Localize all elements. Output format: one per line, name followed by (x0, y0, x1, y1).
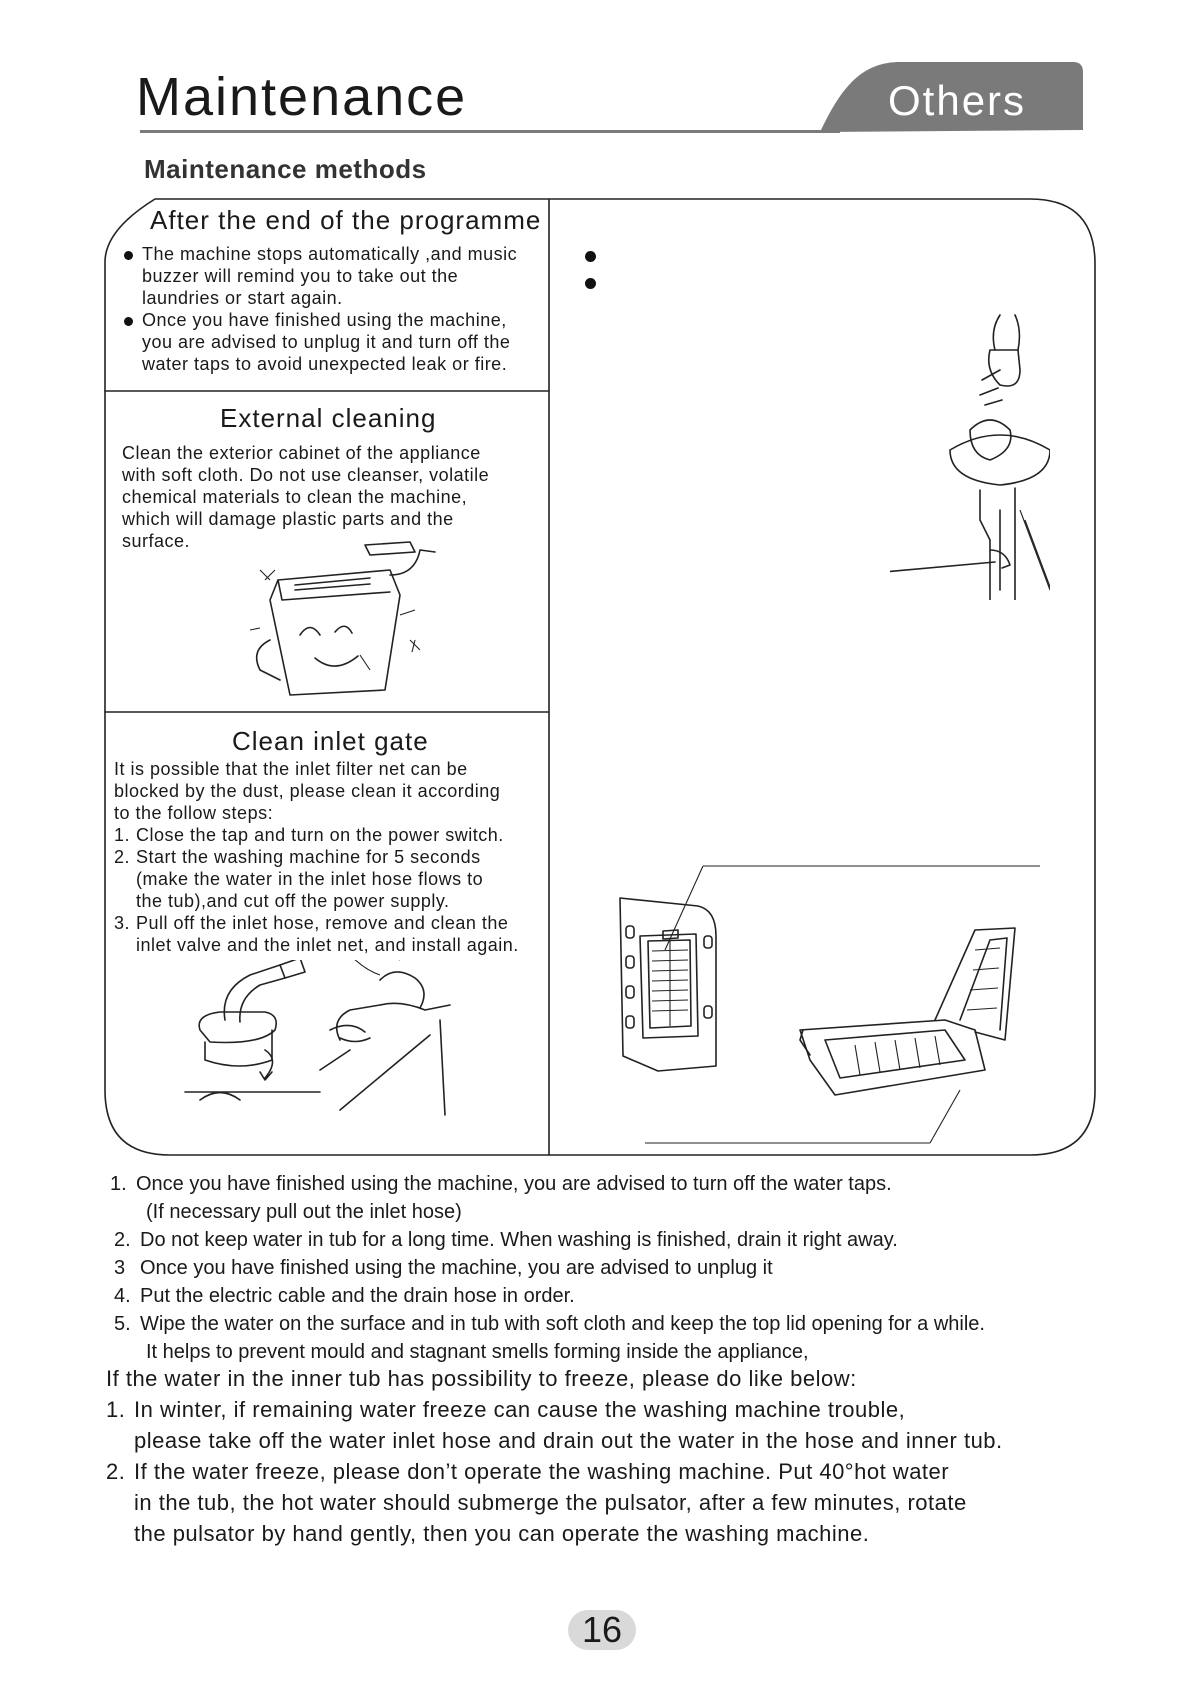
text-line: It is possible that the inlet filter net can be (114, 759, 468, 779)
care-instructions-list (110, 1170, 1180, 1366)
list-number: 4. (114, 1285, 131, 1307)
bullet-dot (124, 251, 133, 260)
list-line: in the tub, the hot water should submerge the pulsator, after a few minutes, rotate (134, 1490, 967, 1515)
list-item (114, 1226, 1180, 1254)
step-line: Close the tap and turn on the power switch. (136, 825, 504, 845)
bullet-line: laundries or start again. (142, 288, 343, 308)
list-line: the pulsator by hand gently, then you can operate the washing machine. (134, 1521, 870, 1546)
freeze-intro: If the water in the inner tub has possibility to freeze, please do like below: (106, 1366, 857, 1391)
inlet-hose-illustration (180, 960, 520, 1140)
header-rule (140, 130, 840, 133)
list-item (114, 1310, 1180, 1366)
text-line: with soft cloth. Do not use cleanser, volatile (122, 465, 490, 485)
bullet-line: The machine stops automatically ,and music (142, 244, 518, 264)
bullet-item (122, 243, 547, 309)
bullet-line: water taps to avoid unexpected leak or fire. (142, 354, 508, 374)
list-item (114, 1254, 1180, 1282)
step-number: 3. (114, 913, 131, 933)
page-title: Maintenance (136, 67, 468, 127)
list-number: 1. (106, 1397, 126, 1422)
section-subtitle: Maintenance methods (144, 154, 427, 184)
step-line: Start the washing machine for 5 seconds (136, 847, 481, 867)
list-number: 5. (114, 1313, 131, 1335)
list-item (106, 1394, 1181, 1456)
text-line: Clean the exterior cabinet of the appliance (122, 443, 481, 463)
external-cleaning-text (122, 442, 547, 552)
bullet-line: buzzer will remind you to take out the (142, 266, 459, 286)
list-line: Once you have finished using the machine, you are advised to unplug it (140, 1257, 773, 1279)
list-line: Once you have finished using the machine, you are advised to turn off the water taps. (136, 1173, 892, 1195)
list-item (106, 1456, 1181, 1549)
step-line: (make the water in the inlet hose flows to (136, 869, 484, 889)
step-line: Pull off the inlet hose, remove and clean the (136, 913, 509, 933)
text-line: chemical materials to clean the machine, (122, 487, 468, 507)
step-line: inlet valve and the inlet net, and install again. (136, 935, 519, 955)
list-number: 2. (106, 1459, 126, 1484)
bullet-dot (585, 278, 596, 289)
list-number: 2. (114, 1229, 131, 1251)
text-line: which will damage plastic parts and the (122, 509, 454, 529)
bullet-line: you are advised to unplug it and turn off the (142, 332, 511, 352)
text-line: blocked by the dust, please clean it according (114, 781, 501, 801)
list-line: In winter, if remaining water freeze can cause the washing machine trouble, (134, 1397, 906, 1422)
list-item (110, 1170, 1180, 1226)
step-number: 1. (114, 825, 131, 845)
list-item (114, 1282, 1180, 1310)
list-line: please take off the water inlet hose and drain out the water in the hose and inner tub. (134, 1428, 1003, 1453)
text-line: to the follow steps: (114, 803, 274, 823)
step-item (114, 912, 549, 956)
list-line: (If necessary pull out the inlet hose) (146, 1201, 462, 1223)
bullet-dot (585, 251, 596, 262)
step-number: 2. (114, 847, 131, 867)
external-cleaning-heading: External cleaning (220, 403, 437, 433)
inlet-gate-heading: Clean inlet gate (232, 726, 429, 756)
drain-hose-illustration (890, 310, 1050, 600)
list-line: Do not keep water in tub for a long time. When washing is finished, drain it right away. (140, 1229, 898, 1251)
inlet-gate-text (114, 758, 549, 956)
inlet-valve-panel-illustration (618, 896, 728, 1076)
step-item (114, 846, 549, 912)
after-programme-bullets (122, 243, 547, 375)
list-line: Put the electric cable and the drain hose in order. (140, 1285, 575, 1307)
filter-net-illustration (795, 920, 1020, 1105)
after-programme-heading: After the end of the programme (150, 205, 542, 235)
bullet-line: Once you have finished using the machine, (142, 310, 507, 330)
bullet-item (122, 309, 547, 375)
bullet-dot (124, 317, 133, 326)
freeze-instructions (106, 1363, 1181, 1549)
list-number: 1. (110, 1173, 127, 1195)
list-line: Wipe the water on the surface and in tub with soft cloth and keep the top lid opening for a while. (140, 1313, 985, 1335)
section-tab-label: Others (888, 77, 1027, 124)
cleaning-cartoon-illustration (240, 540, 440, 700)
step-item (114, 824, 549, 846)
text-line: surface. (122, 531, 191, 551)
step-line: the tub),and cut off the power supply. (136, 891, 450, 911)
list-line: It helps to prevent mould and stagnant smells forming inside the appliance, (146, 1341, 809, 1363)
list-line: If the water freeze, please don’t operate the washing machine. Put 40°hot water (134, 1459, 950, 1484)
list-number: 3 (114, 1257, 126, 1279)
page-number: 16 (581, 1609, 623, 1650)
